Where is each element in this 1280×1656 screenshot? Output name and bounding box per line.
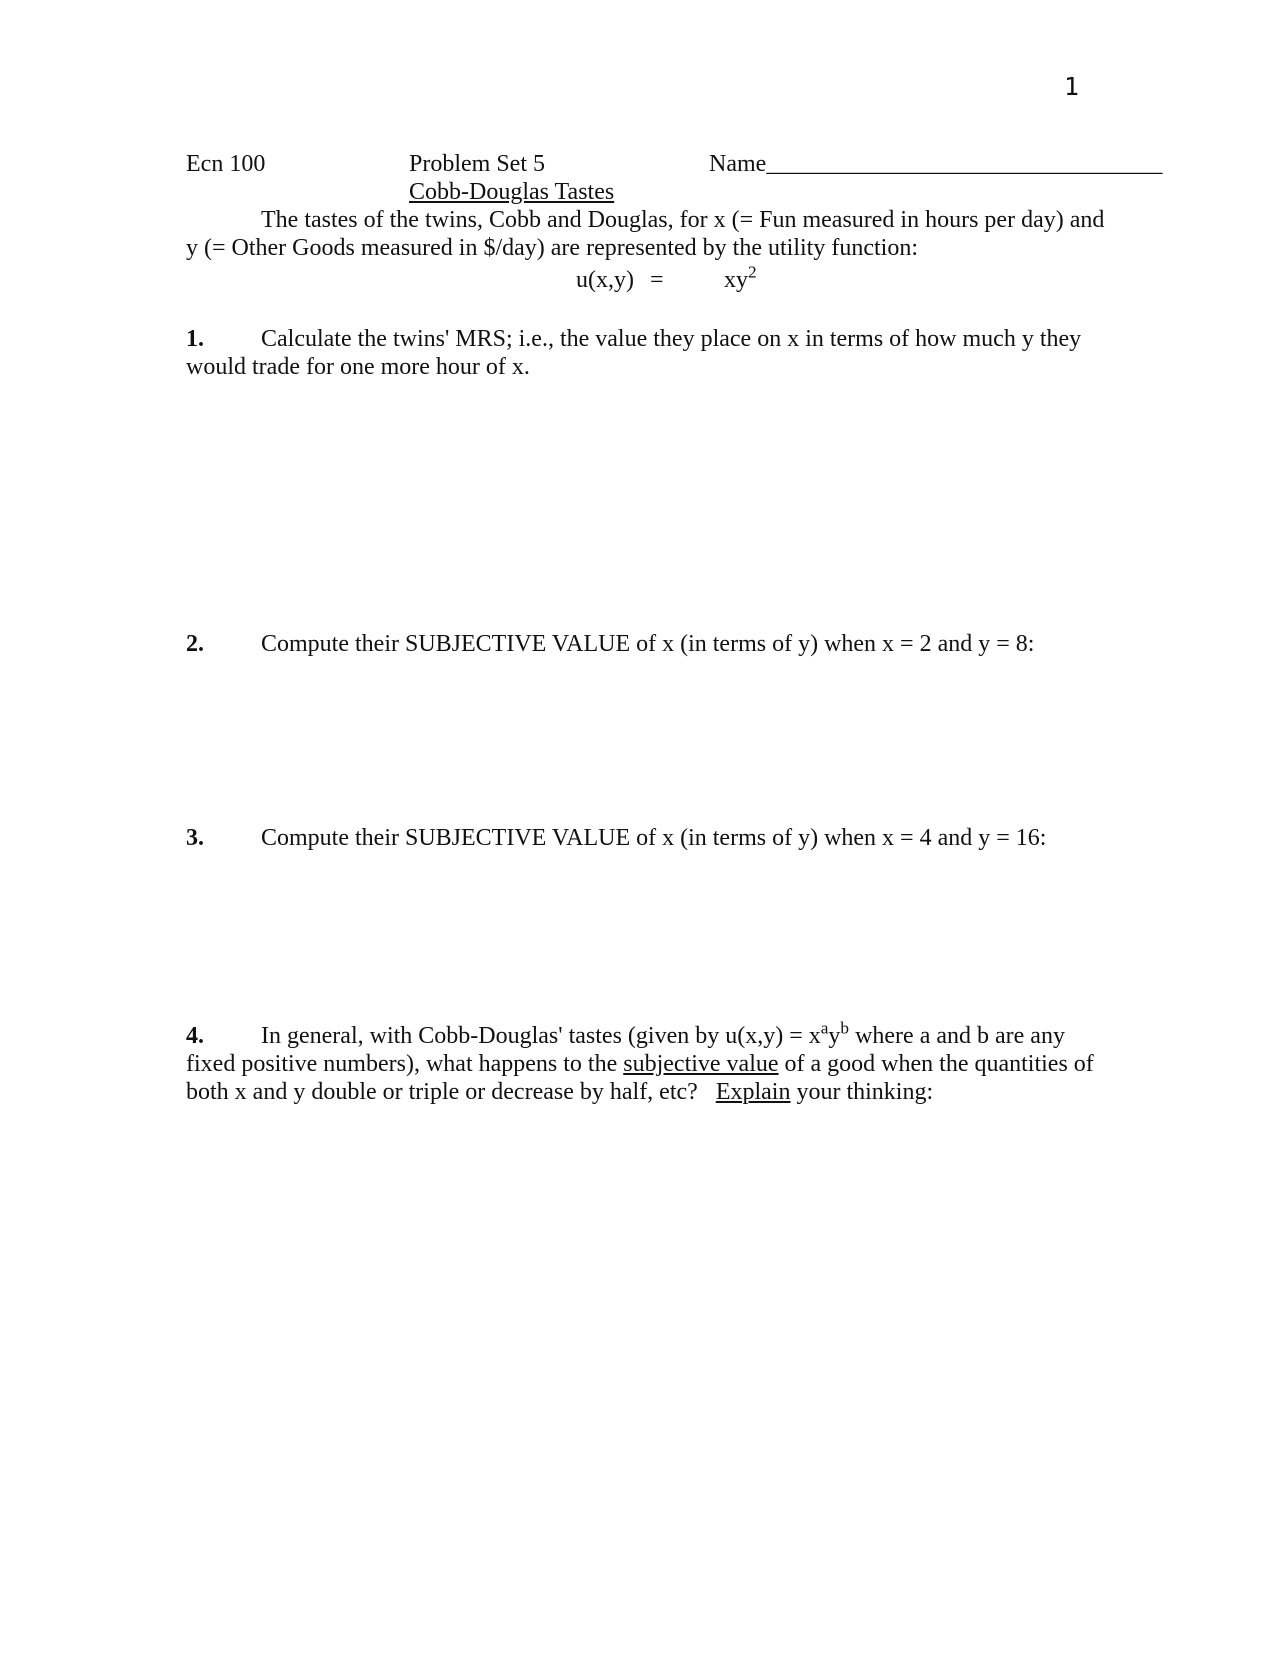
question-1-line-1: Calculate the twins' MRS; i.e., the value they place on x in terms of how much y they	[261, 326, 1082, 352]
intro-line-1: The tastes of the twins, Cobb and Douglas, for x (= Fun measured in hours per day) and	[261, 207, 1105, 233]
formula-equals: =	[650, 267, 664, 293]
question-4-line-2	[186, 1050, 1094, 1078]
q4-text-c: fixed positive numbers), what happens to the	[186, 1051, 624, 1077]
formula-base: xy	[724, 267, 748, 293]
question-1-line-2: would trade for one more hour of x.	[186, 354, 530, 380]
q4-y: y	[828, 1023, 841, 1049]
q4-text-a: In general, with Cobb-Douglas' tastes (given by u(x,y) = x	[261, 1023, 821, 1049]
problem-set-title: Problem Set 5	[409, 151, 545, 177]
name-field	[709, 150, 1162, 178]
question-3-text: Compute their SUBJECTIVE VALUE of x (in terms of y) when x = 4 and y = 16:	[261, 825, 1047, 851]
name-label: Name	[709, 151, 767, 177]
q4-underlined-explain: Explain	[715, 1079, 791, 1105]
q4-exp-a: a	[820, 1018, 829, 1038]
q4-text-b: where a and b are any	[849, 1023, 1065, 1049]
question-1-number: 1.	[186, 326, 204, 352]
course-label: Ecn 100	[186, 151, 266, 177]
formula-rhs	[724, 262, 757, 294]
question-2-number: 2.	[186, 631, 204, 657]
subtitle: Cobb-Douglas Tastes	[409, 179, 615, 205]
q4-exp-b: b	[840, 1018, 850, 1038]
q4-text-e: both x and y double or triple or decrease by half, etc?	[186, 1079, 716, 1105]
page-number: 1	[1064, 72, 1080, 101]
name-blank-line: _________________________________	[766, 151, 1163, 177]
question-2-text: Compute their SUBJECTIVE VALUE of x (in terms of y) when x = 2 and y = 8:	[261, 631, 1035, 657]
formula-lhs: u(x,y)	[576, 267, 634, 293]
q4-underlined-subjective-value: subjective value	[623, 1051, 779, 1077]
q4-text-f: your thinking:	[790, 1079, 934, 1105]
question-3-number: 3.	[186, 825, 204, 851]
question-4-number: 4.	[186, 1023, 204, 1049]
formula-exponent: 2	[748, 262, 757, 282]
intro-line-2: y (= Other Goods measured in $/day) are represented by the utility function:	[186, 235, 918, 261]
question-4-line-1	[261, 1018, 1065, 1050]
question-4-line-3	[186, 1078, 933, 1106]
q4-text-d: of a good when the quantities of	[778, 1051, 1094, 1077]
